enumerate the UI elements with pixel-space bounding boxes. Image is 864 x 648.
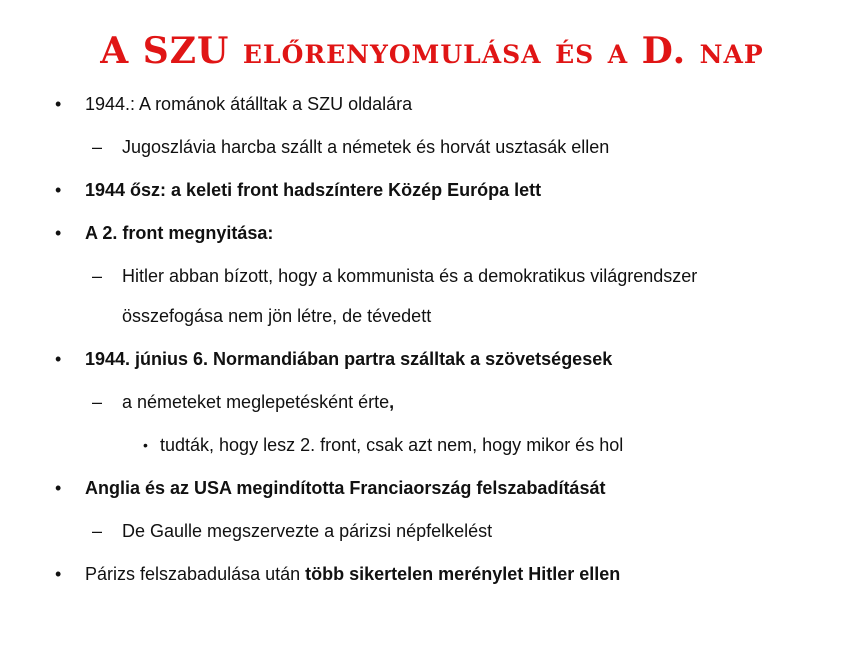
bullet-marker: • — [55, 94, 62, 114]
bullet-text: Anglia és az USA megindította Franciaország felszabadítását — [85, 478, 606, 498]
bullet-item-level-1 — [55, 347, 613, 371]
bullet-marker: • — [55, 478, 62, 498]
bullet-text: tudták, hogy lesz 2. front, csak azt nem, hogy mikor és hol — [160, 435, 624, 455]
bullet-item-level-2 — [92, 390, 395, 414]
bullet-marker: • — [55, 564, 62, 584]
bullet-marker: • — [55, 349, 62, 369]
slide-title: A SZU előrenyomulása és a D. nap — [100, 30, 764, 72]
bullet-text: 1944.: A románok átálltak a SZU oldalára — [85, 94, 413, 114]
bullet-text: Hitler abban bízott, hogy a kommunista és a demokratikus világrendszer — [122, 266, 698, 286]
bullet-marker: • — [55, 180, 62, 200]
bullet-item-level-1 — [55, 476, 606, 500]
bullet-text: Jugoszlávia harcba szállt a németek és horvát usztasák ellen — [122, 137, 610, 157]
bullet-text: a németeket meglepetésként érte — [122, 392, 390, 412]
bullet-item-level-2 — [92, 135, 610, 159]
bullet-item-level-2 — [92, 519, 493, 543]
bullet-text: Párizs felszabadulása után — [85, 564, 306, 584]
dash-marker: – — [92, 266, 103, 286]
dash-marker: – — [92, 521, 103, 541]
bullet-text: A 2. front megnyitása: — [85, 223, 274, 243]
bullet-text: összefogása nem jön létre, de tévedett — [122, 306, 432, 326]
bullet-text: több sikertelen merénylet Hitler ellen — [305, 564, 621, 584]
bullet-item-level-1 — [55, 562, 621, 586]
dash-marker: – — [92, 392, 103, 412]
bullet-item-level-2 — [122, 304, 431, 328]
bullet-text: De Gaulle megszervezte a párizsi népfelkelést — [122, 521, 493, 541]
bullet-marker: • — [55, 223, 62, 243]
bullet-item-level-2 — [92, 264, 698, 288]
bullet-marker: • — [143, 437, 148, 453]
bullet-text: 1944 ősz: a keleti front hadszíntere Közép Európa lett — [85, 180, 542, 200]
dash-marker: – — [92, 137, 103, 157]
bullet-item-level-1 — [55, 92, 413, 116]
bullet-item-level-3 — [143, 433, 624, 457]
bullet-text: 1944. június 6. Normandiában partra szálltak a szövetségesek — [85, 349, 613, 369]
bullet-text: , — [389, 392, 395, 412]
bullet-item-level-1 — [55, 221, 274, 245]
bullet-item-level-1 — [55, 178, 542, 202]
